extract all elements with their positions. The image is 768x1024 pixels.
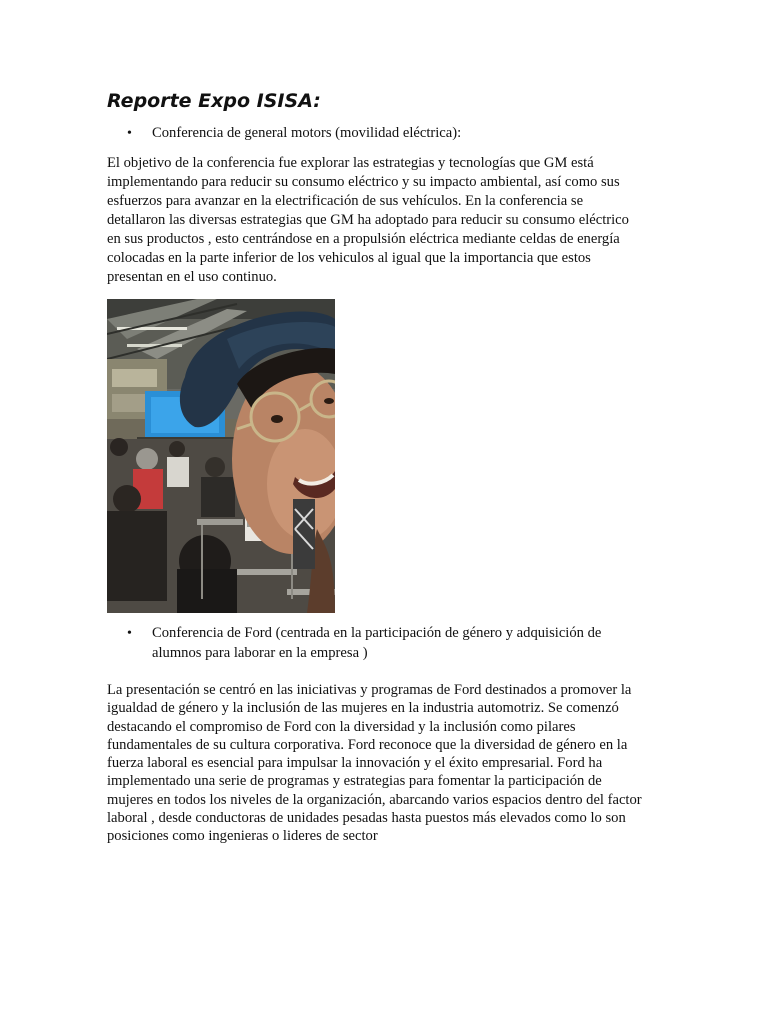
- bullet-gm-text: Conferencia de general motors (movilidad eléctrica):: [152, 125, 462, 141]
- paragraph-ford: [107, 681, 667, 846]
- paragraph-line: detallaron las diversas estrategias que GM ha adoptado para reducir su consumo eléctrico: [107, 212, 629, 228]
- paragraph-line: colocadas en la parte inferior de los vehiculos al igual que la importancia que estos: [107, 250, 591, 266]
- paragraph-line: presentan en el uso continuo.: [107, 269, 277, 285]
- paragraph-line: fuerza laboral es esencial para impulsar la innovación y el éxito empresarial. Ford ha: [107, 755, 603, 772]
- bullet-ford-line: Conferencia de Ford (centrada en la participación de género y adquisición de: [152, 625, 602, 641]
- paragraph-line: fundamentales de su cultura corporativa. Ford reconoce que la diversidad de género en la: [107, 736, 628, 753]
- bullet-ford-line: alumnos para laborar en la empresa ): [152, 644, 368, 661]
- bullet-ford-text: [152, 624, 652, 663]
- paragraph-line: implementado una serie de programas y estrategias para fomentar la participación de: [107, 773, 602, 790]
- document-title: Reporte Expo ISISA:: [107, 90, 321, 112]
- paragraph-line: en sus productos , esto centrándose en a propulsión eléctrica mediante celdas de energía: [107, 231, 620, 247]
- paragraph-line: posiciones como ingenieras o lideres de sector: [107, 828, 378, 845]
- paragraph-line: esfuerzos para avanzar en la electrificación de sus vehículos. En la conferencia se: [107, 193, 584, 209]
- bullet-dot: •: [127, 126, 132, 141]
- paragraph-line: mujeres en todos los niveles de la organización, abarcando varios espacios dentro del factor: [107, 791, 642, 808]
- paragraph-line: implementando para reducir su consumo eléctrico y su impacto ambiental, así como sus: [107, 174, 620, 190]
- bullet-dot: •: [127, 626, 132, 641]
- paragraph-gm: [107, 154, 667, 287]
- paragraph-line: destacando el compromiso de Ford con la diversidad y la inclusión como pilares: [107, 718, 576, 735]
- paragraph-line: igualdad de género y la inclusión de las mujeres en la industria automotriz. Se comenzó: [107, 700, 619, 717]
- paragraph-line: laboral , desde conductoras de unidades pesadas hasta puestos más elevados como lo son: [107, 810, 626, 827]
- paragraph-line: La presentación se centró en las iniciativas y programas de Ford destinados a promover la: [107, 682, 632, 698]
- conference-selfie-photo: [107, 299, 335, 613]
- paragraph-line: El objetivo de la conferencia fue explorar las estrategias y tecnologías que GM está: [107, 155, 594, 171]
